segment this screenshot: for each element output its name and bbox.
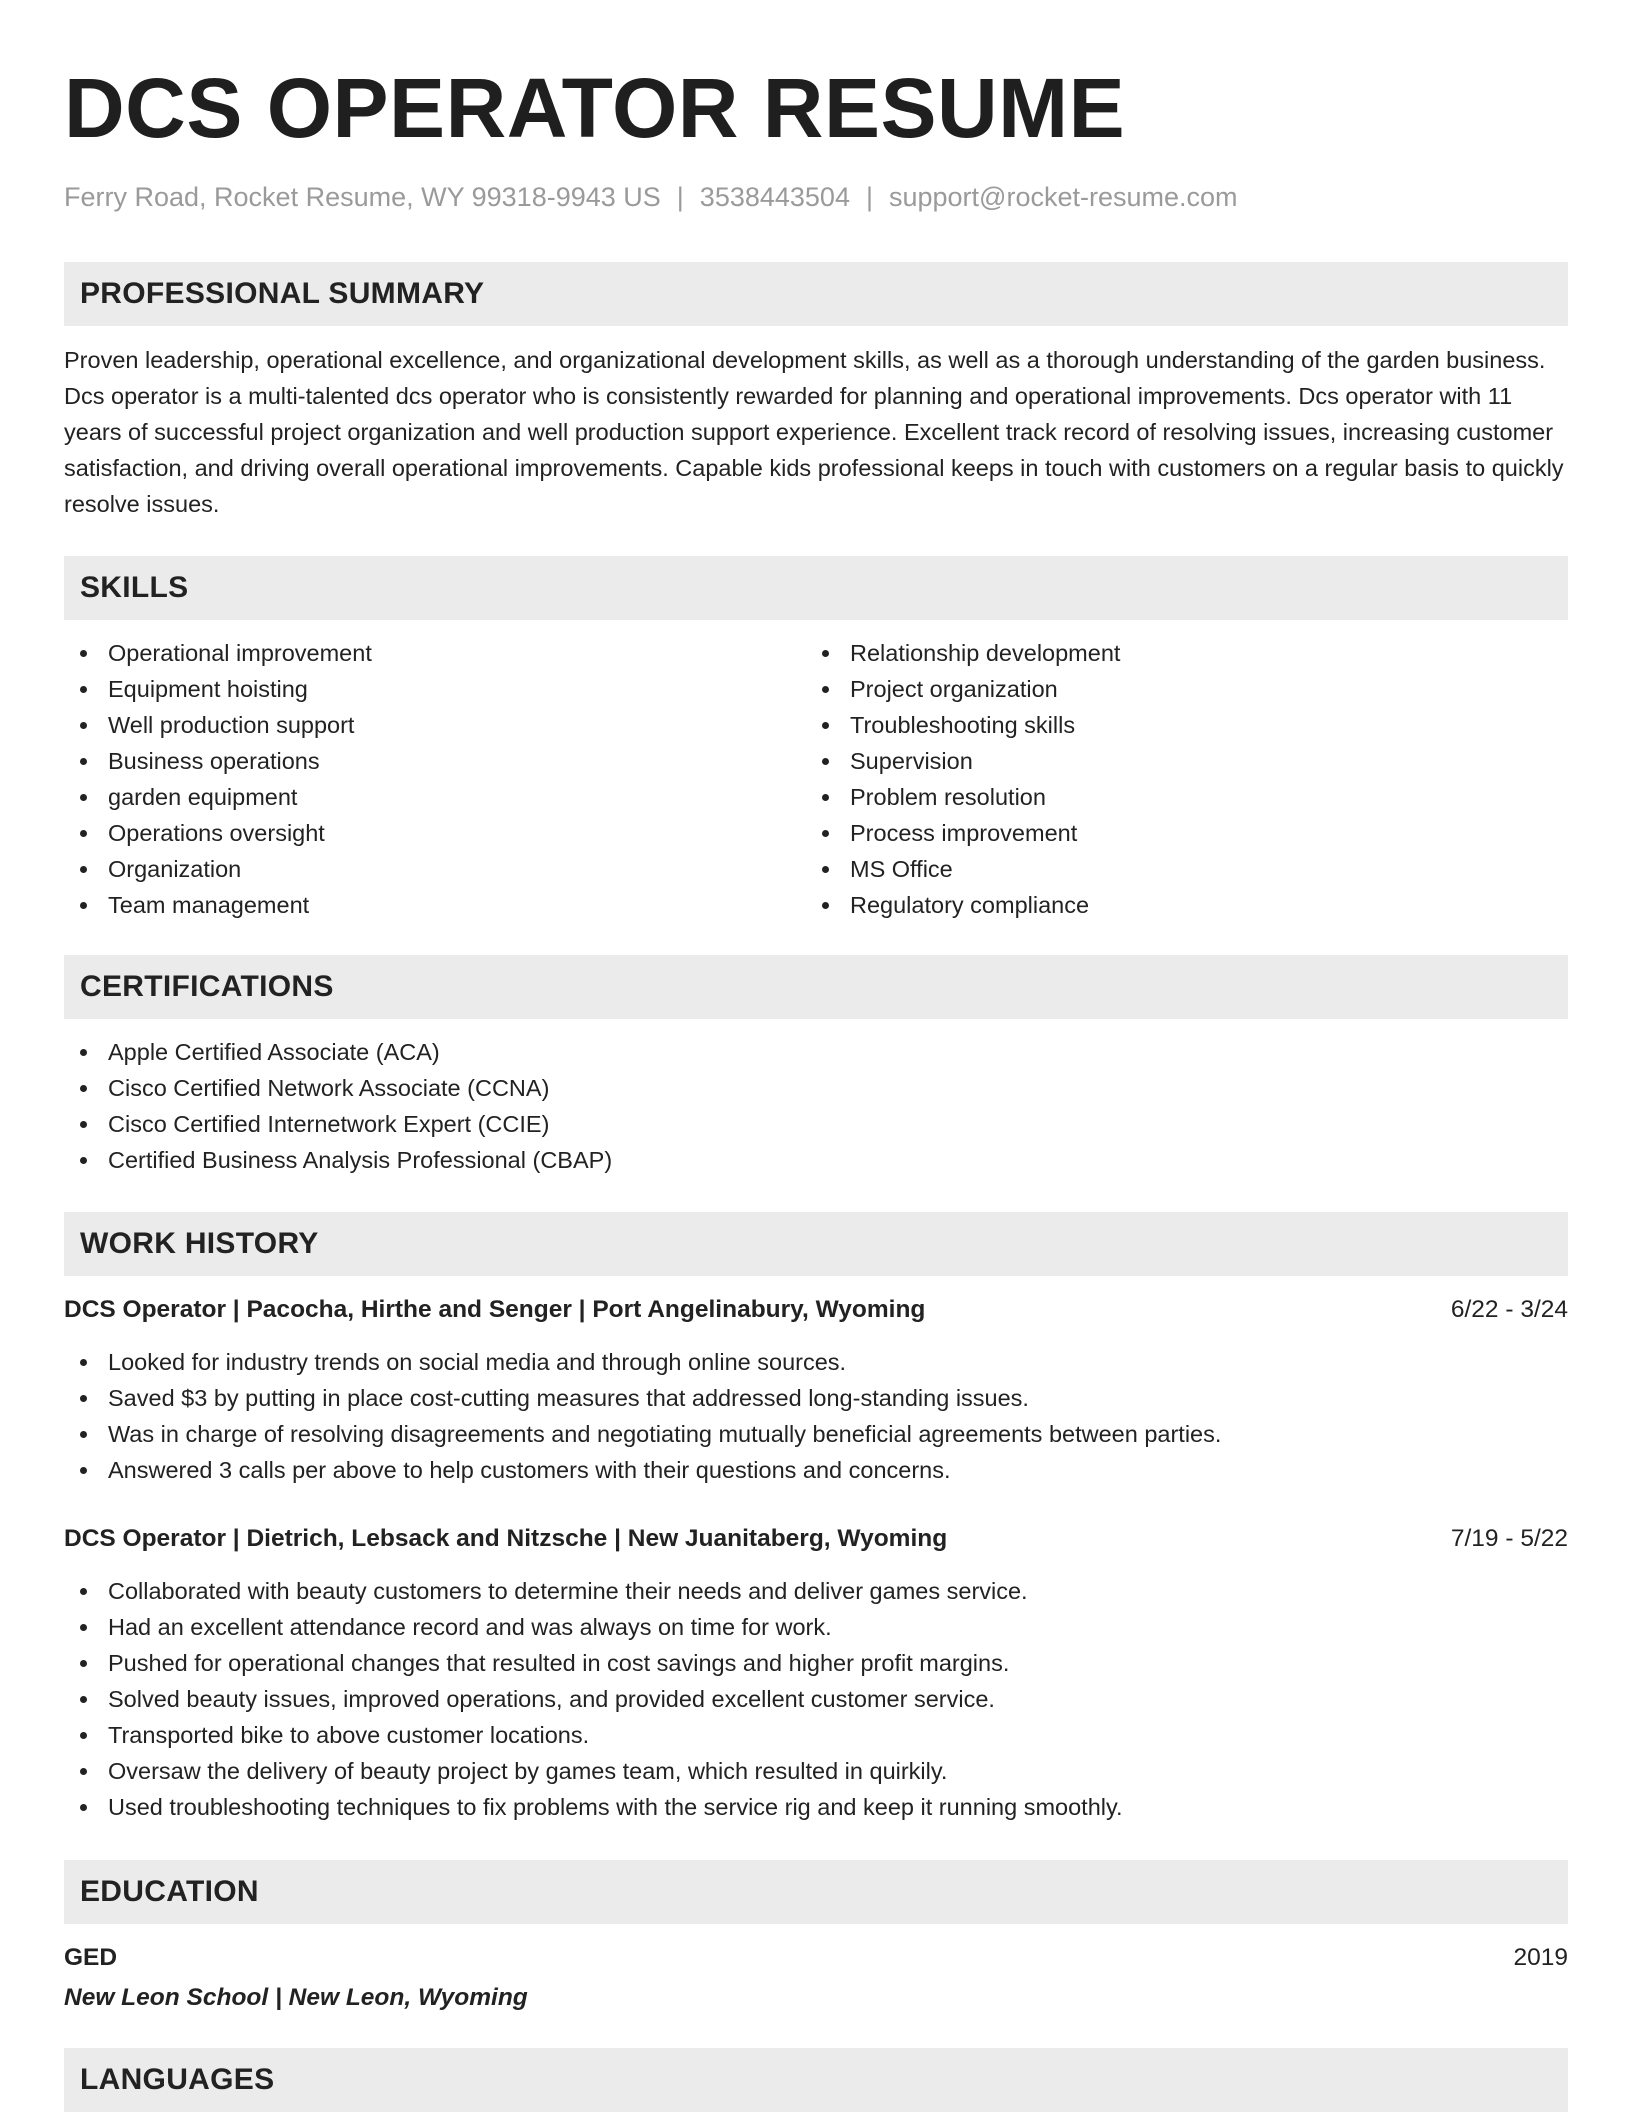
languages-heading: LANGUAGES [64, 2048, 1568, 2112]
education-year: 2019 [1513, 1944, 1568, 1971]
skill-item: Problem resolution [806, 779, 1548, 815]
education-header [64, 1940, 1568, 1976]
skill-item: Team management [64, 887, 806, 923]
job-bullet: Used troubleshooting techniques to fix problems with the service rig and keep it running smoothly. [64, 1789, 1568, 1825]
summary-text: Proven leadership, operational excellence, and organizational development skills, as well as a thorough understanding of the garden business. Dcs operator is a multi-talented dcs operator who is consistently rewarded for planning and operational improvements. Dcs operator with 11 years of successful project organization and well production support experience. Excellent track record of resolving issues, increasing customer satisfaction, and driving overall operational improvements. Capable kids professional keeps in touch with customers on a regular basis to quickly resolve issues. [64, 347, 1564, 517]
skill-item: Process improvement [806, 815, 1548, 851]
certification-item: Apple Certified Associate (ACA) [64, 1034, 1568, 1070]
job-dates: 7/19 - 5/22 [1450, 1525, 1568, 1552]
job-bullet: Looked for industry trends on social media and through online sources. [64, 1344, 1568, 1380]
certification-item: Cisco Certified Internetwork Expert (CCIE) [64, 1106, 1568, 1142]
certification-item: Certified Business Analysis Professional (CBAP) [64, 1142, 1568, 1178]
summary-heading: PROFESSIONAL SUMMARY [64, 262, 1568, 326]
contact-phone: 3538443504 [699, 182, 850, 212]
job-header [64, 1292, 1568, 1328]
skill-item: Equipment hoisting [64, 671, 806, 707]
job-header [64, 1521, 1568, 1557]
skills-list [64, 635, 1568, 923]
job-bullet: Solved beauty issues, improved operations, and provided excellent customer service. [64, 1681, 1568, 1717]
skills-left-column [64, 635, 806, 923]
job-bullet: Answered 3 calls per above to help customers with their questions and concerns. [64, 1452, 1568, 1488]
job-bullet: Oversaw the delivery of beauty project by games team, which resulted in quirkily. [64, 1753, 1568, 1789]
job-bullets [64, 1344, 1568, 1488]
contact-address: Ferry Road, Rocket Resume, WY 99318-9943 US [64, 182, 661, 212]
skill-item: Project organization [806, 671, 1548, 707]
skill-item: Well production support [64, 707, 806, 743]
education-heading: EDUCATION [64, 1860, 1568, 1924]
job-dates: 6/22 - 3/24 [1450, 1296, 1568, 1323]
skill-item: Relationship development [806, 635, 1548, 671]
job-bullet: Had an excellent attendance record and was always on time for work. [64, 1609, 1568, 1645]
skill-item: Operations oversight [64, 815, 806, 851]
education-school: New Leon School | New Leon, Wyoming [64, 1984, 528, 2011]
job-bullet: Pushed for operational changes that resulted in cost savings and higher profit margins. [64, 1645, 1568, 1681]
education-degree: GED [64, 1944, 118, 1971]
skill-item: MS Office [806, 851, 1548, 887]
certification-item: Cisco Certified Network Associate (CCNA) [64, 1070, 1568, 1106]
job-bullet: Transported bike to above customer locations. [64, 1717, 1568, 1753]
job-bullet: Collaborated with beauty customers to determine their needs and deliver games service. [64, 1573, 1568, 1609]
job-bullet: Saved $3 by putting in place cost-cutting measures that addressed long-standing issues. [64, 1380, 1568, 1416]
skill-item: Organization [64, 851, 806, 887]
skills-heading: SKILLS [64, 556, 1568, 620]
skill-item: Business operations [64, 743, 806, 779]
skill-item: Supervision [806, 743, 1548, 779]
resume-title: DCS OPERATOR RESUME [64, 61, 1126, 155]
contact-email: support@rocket-resume.com [888, 182, 1238, 212]
certifications-heading: CERTIFICATIONS [64, 955, 1568, 1019]
job-bullet: Was in charge of resolving disagreements and negotiating mutually beneficial agreements between parties. [64, 1416, 1568, 1452]
job-bullets [64, 1573, 1568, 1825]
certifications-list [64, 1034, 1568, 1178]
skill-item: Troubleshooting skills [806, 707, 1548, 743]
skill-item: Operational improvement [64, 635, 806, 671]
work-history-heading: WORK HISTORY [64, 1212, 1568, 1276]
job-title: DCS Operator | Dietrich, Lebsack and Nitzsche | New Juanitaberg, Wyoming [64, 1525, 948, 1552]
job-title: DCS Operator | Pacocha, Hirthe and Senger | Port Angelinabury, Wyoming [64, 1296, 926, 1323]
contact-separator: | [676, 182, 684, 212]
skill-item: Regulatory compliance [806, 887, 1548, 923]
contact-line [64, 182, 1568, 213]
skills-right-column [806, 635, 1548, 923]
contact-separator: | [865, 182, 873, 212]
skill-item: garden equipment [64, 779, 806, 815]
